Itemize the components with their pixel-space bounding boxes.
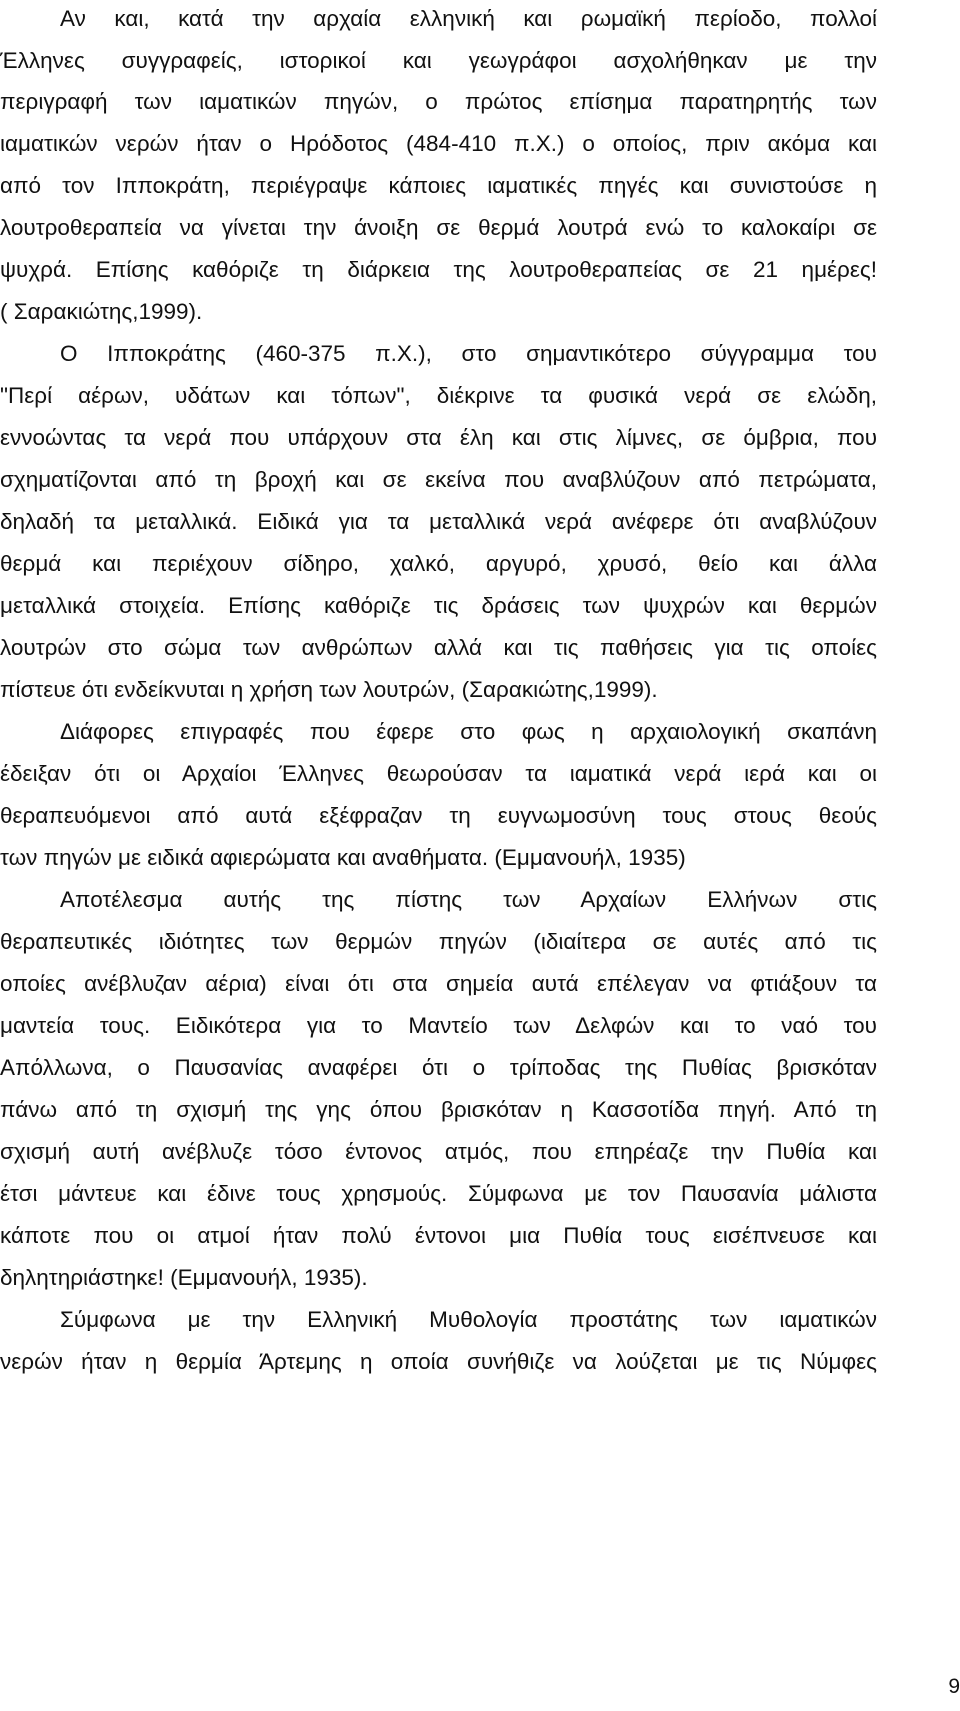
- text-line: σχηματίζονται από τη βροχή και σε εκείνα που αναβλύζουν από πετρώματα,: [0, 467, 877, 492]
- text-line: από τον Ιπποκράτη, περιέγραψε κάποιες ιαματικές πηγές και συνιστούσε η: [0, 173, 877, 198]
- text-line: Διάφορες επιγραφές που έφερε στο φως η αρχαιολογική σκαπάνη: [60, 719, 877, 744]
- page-number: 9: [948, 1675, 960, 1698]
- text-line: θερμά και περιέχουν σίδηρο, χαλκό, αργυρό, χρυσό, θείο και άλλα: [0, 551, 877, 576]
- text-line: σχισμή αυτή ανέβλυζε τόσο έντονος ατμός, που επηρέαζε την Πυθία και: [0, 1139, 877, 1164]
- text-line: εννοώντας τα νερά που υπάρχουν στα έλη και στις λίμνες, σε όμβρια, που: [0, 425, 877, 450]
- text-line: Αποτέλεσμα αυτής της πίστης των Αρχαίων Ελλήνων στις: [60, 887, 877, 912]
- text-line: Ο Ιπποκράτης (460-375 π.Χ.), στο σημαντικότερο σύγγραμμα του: [60, 341, 877, 366]
- text-line: των πηγών με ειδικά αφιερώματα και αναθήματα. (Εμμανουήλ, 1935): [0, 845, 686, 870]
- text-line: πάνω από τη σχισμή της γης όπου βρισκόταν η Κασσοτίδα πηγή. Από τη: [0, 1097, 877, 1122]
- text-line: Απόλλωνα, ο Παυσανίας αναφέρει ότι ο τρίποδας της Πυθίας βρισκόταν: [0, 1055, 877, 1080]
- text-line: ψυχρά. Επίσης καθόριζε τη διάρκεια της λουτροθεραπείας σε 21 ημέρες!: [0, 257, 877, 282]
- text-line: Σύμφωνα με την Ελληνική Μυθολογία προστάτης των ιαματικών: [60, 1307, 877, 1332]
- text-line: νερών ήταν η θερμία Άρτεμης η οποία συνήθιζε να λούζεται με τις Νύμφες: [0, 1349, 877, 1374]
- text-line: περιγραφή των ιαματικών πηγών, ο πρώτος επίσημα παρατηρητής των: [0, 89, 877, 114]
- text-line: οποίες ανέβλυζαν αέρια) είναι ότι στα σημεία αυτά επέλεγαν να φτιάξουν τα: [0, 971, 877, 996]
- text-line: λουτροθεραπεία να γίνεται την άνοιξη σε θερμά λουτρά ενώ το καλοκαίρι σε: [0, 215, 877, 240]
- text-line: "Περί αέρων, υδάτων και τόπων", διέκρινε τα φυσικά νερά σε ελώδη,: [0, 383, 877, 408]
- text-line: δηλητηριάστηκε! (Εμμανουήλ, 1935).: [0, 1265, 368, 1290]
- text-line: ( Σαρακιώτης,1999).: [0, 299, 203, 324]
- text-line: πίστευε ότι ενδείκνυται η χρήση των λουτρών, (Σαρακιώτης,1999).: [0, 677, 658, 702]
- text-line: Αν και, κατά την αρχαία ελληνική και ρωμαϊκή περίοδο, πολλοί: [60, 6, 877, 31]
- text-line: Έλληνες συγγραφείς, ιστορικοί και γεωγράφοι ασχολήθηκαν με την: [0, 48, 877, 73]
- text-line: ιαματικών νερών ήταν ο Ηρόδοτος (484-410 π.Χ.) ο οποίος, πριν ακόμα και: [0, 131, 877, 156]
- text-line: δηλαδή τα μεταλλικά. Ειδικά για τα μεταλλικά νερά ανέφερε ότι αναβλύζουν: [0, 509, 877, 534]
- text-line: μαντεία τους. Ειδικότερα για το Μαντείο των Δελφών και το ναό του: [0, 1013, 877, 1038]
- text-line: κάποτε που οι ατμοί ήταν πολύ έντονοι μια Πυθία τους εισέπνευσε και: [0, 1223, 877, 1248]
- text-line: θεραπευόμενοι από αυτά εξέφραζαν τη ευγνωμοσύνη τους στους θεούς: [0, 803, 877, 828]
- text-line: θεραπευτικές ιδιότητες των θερμών πηγών (ιδιαίτερα σε αυτές από τις: [0, 929, 877, 954]
- text-line: έτσι μάντευε και έδινε τους χρησμούς. Σύμφωνα με τον Παυσανία μάλιστα: [0, 1181, 877, 1206]
- text-line: μεταλλικά στοιχεία. Επίσης καθόριζε τις δράσεις των ψυχρών και θερμών: [0, 593, 877, 618]
- text-line: έδειξαν ότι οι Αρχαίοι Έλληνες θεωρούσαν τα ιαματικά νερά ιερά και οι: [0, 761, 877, 786]
- text-line: λουτρών στο σώμα των ανθρώπων αλλά και τις παθήσεις για τις οποίες: [0, 635, 877, 660]
